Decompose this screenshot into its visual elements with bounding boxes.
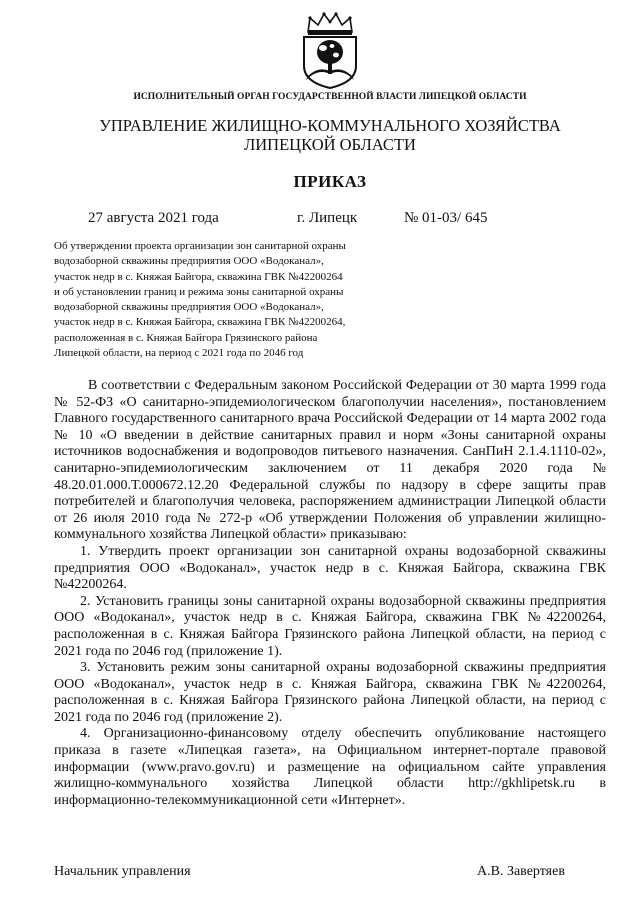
- authority-name: ИСПОЛНИТЕЛЬНЫЙ ОРГАН ГОСУДАРСТВЕННОЙ ВЛАСТИ ЛИПЕЦКОЙ ОБЛАСТИ: [133, 92, 527, 102]
- subject-line: участок недр в с. Княжая Байгора, скважина ГВК №42200264,: [54, 316, 346, 329]
- subject-line: водозаборной скважины предприятия ООО «Водоканал»,: [54, 255, 324, 268]
- department-line-1: УПРАВЛЕНИЕ ЖИЛИЩНО-КОММУНАЛЬНОГО ХОЗЯЙСТВА: [99, 116, 561, 135]
- order-body: [54, 378, 606, 809]
- signatory-name: А.В. Завертяев: [477, 864, 565, 879]
- subject-line: Об утверждении проекта организации зон санитарной охраны: [54, 240, 346, 252]
- preamble-paragraph: В соответствии с Федеральным законом Российской Федерации от 30 марта 1999 года № 52-ФЗ «О санитарно-эпидемиологическом благополучии населения», постановлением Главного государственного санитарного врача Российской Федерации от 14 марта 2002 года № 10 «О введении в действие санитарных правил и норм «Зоны санитарной охраны источников водоснабжения и водопроводов питьевого назначения. СанПиН 2.1.4.1110-02», санитарно-эпидемиологическим заключением от 11 декабря 2020 года № 48.20.01.000.Т.000672.12.20 Федеральной службы по надзору в сфере защиты прав потребителей и благополучия человека, распоряжением администрации Липецкой области от 26 июля 2010 года № 272-р «Об утверждении Положения об управлении жилищно-коммунального хозяйства Липецкой области» приказываю:: [54, 378, 606, 543]
- document-type: ПРИКАЗ: [293, 172, 367, 191]
- order-city: г. Липецк: [297, 210, 358, 226]
- order-item-3: 3. Установить режим зоны санитарной охраны водозаборной скважины предприятия ООО «Водоканал», участок недр в с. Княжая Байгора, скважина ГВК №42200264, расположенная в с. Княжая Байгора Грязинского района Липецкой области, на период с 2021 года по 2046 год (приложение 2).: [54, 660, 606, 725]
- subject-line: и об установлении границ и режима зоны санитарной охраны: [54, 285, 344, 298]
- order-item-4: 4. Организационно-финансовому отделу обеспечить опубликование настоящего приказа в газете «Липецкая газета», на Официальном интернет-портале правовой информации (www.pravo.gov.ru) и размещение на официальном сайте управления жилищно-коммунального хозяйства Липецкой области http://gkhlipetsk.ru в информационно-телекоммуникационной сети «Интернет».: [54, 726, 606, 808]
- department-line-2: ЛИПЕЦКОЙ ОБЛАСТИ: [244, 135, 416, 154]
- signatory-title: Начальник управления: [54, 864, 191, 879]
- department-name: [40, 116, 620, 154]
- subject-line: участок недр в с. Княжая Байгора, скважина ГВК №42200264: [54, 270, 343, 283]
- lipetsk-coat-of-arms-icon: [294, 10, 366, 90]
- order-item-2: 2. Установить границы зоны санитарной охраны водозаборной скважины предприятия ООО «Водоканал», участок недр в с. Княжая Байгора, скважина ГВК №42200264, расположенная в с. Княжая Байгора Грязинского района Липецкой области, на период с 2021 года по 2046 год (приложение 1).: [54, 593, 606, 659]
- subject-line: расположенная в с. Княжая Байгора Грязинского района: [54, 331, 318, 344]
- order-number: № 01-03/ 645: [404, 210, 488, 226]
- order-subject: [54, 239, 396, 361]
- order-item-1: 1. Утвердить проект организации зон санитарной охраны водозаборной скважины предприятия ООО «Водоканал», участок недр в с. Княжая Байгора, скважина ГВК №42200264.: [54, 543, 606, 593]
- order-date: 27 августа 2021 года: [88, 210, 219, 226]
- subject-line: водозаборной скважины предприятия ООО «Водоканал»,: [54, 301, 324, 314]
- subject-line: Липецкой области, на период с 2021 года по 2046 год: [54, 347, 304, 360]
